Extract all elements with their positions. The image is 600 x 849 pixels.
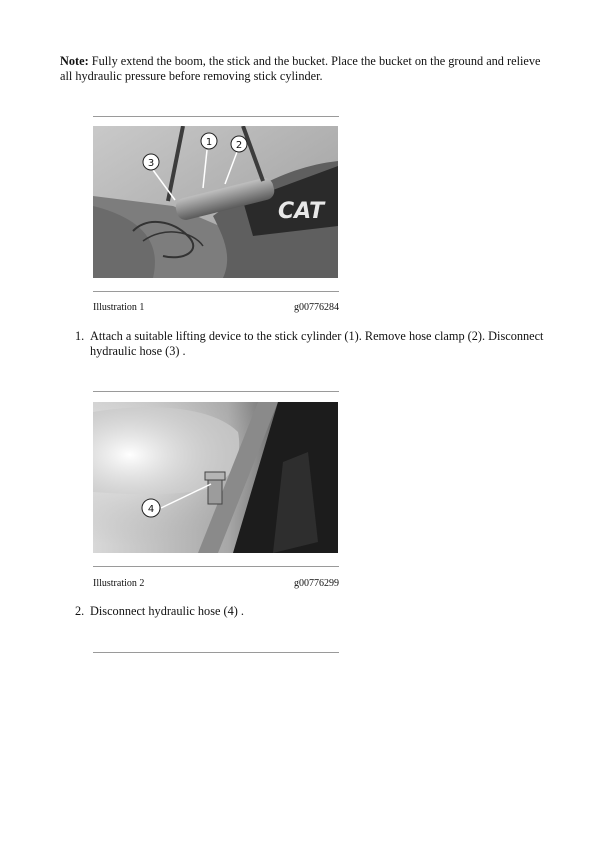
callout-1: 1 (205, 137, 213, 148)
figure-2-top-rule (93, 391, 339, 392)
note-paragraph (60, 54, 550, 84)
figure-1-top-rule (93, 116, 339, 117)
note-text: Fully extend the boom, the stick and the bucket. Place the bucket on the ground and relieve all hydraulic pressure before removing stick cylinder. (60, 54, 541, 83)
figure-1-caption: Illustration 1 (93, 302, 145, 313)
callout-3: 3 (147, 158, 155, 169)
figure-3-top-rule (93, 652, 339, 653)
note-label: Note: (60, 54, 89, 68)
figure-1-code: g00776284 (294, 302, 339, 313)
figure-2-code: g00776299 (294, 578, 339, 589)
figure-2-caption: Illustration 2 (93, 578, 145, 589)
step-1-text: Attach a suitable lifting device to the stick cylinder (1). Remove hose clamp (2). Disconnect hydraulic hose (3) . (90, 329, 544, 358)
step-1-number: 1. (75, 329, 85, 343)
callout-4: 4 (147, 504, 155, 515)
step-2-number: 2. (75, 604, 85, 618)
figure-2-bottom-rule (93, 566, 339, 567)
step-2-text: Disconnect hydraulic hose (4) . (90, 604, 245, 618)
figure-2-photo (93, 402, 338, 553)
figure-1-bottom-rule (93, 291, 339, 292)
cat-logo-text: CAT (278, 199, 325, 224)
callout-2: 2 (235, 140, 243, 151)
figure-1-photo (93, 126, 338, 278)
